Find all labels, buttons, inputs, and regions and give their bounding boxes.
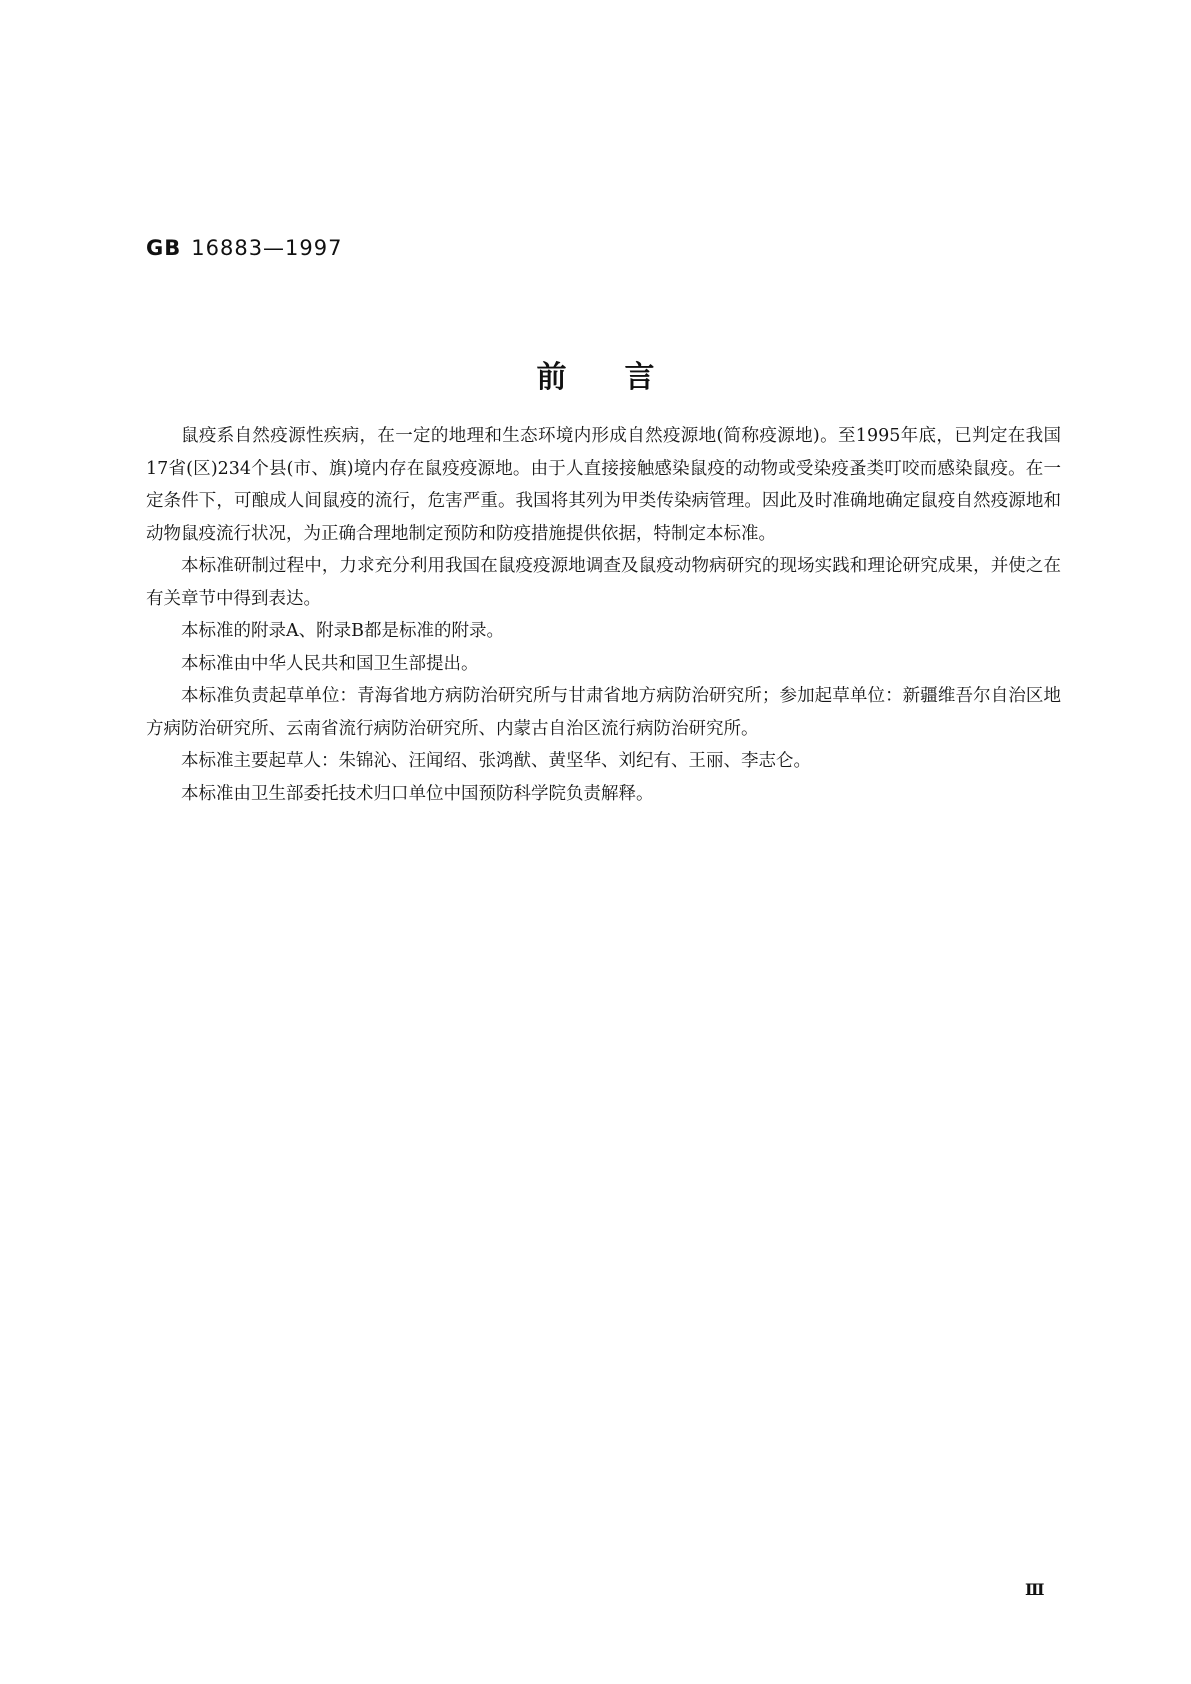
paragraph: 本标准由中华人民共和国卫生部提出。 — [181, 653, 479, 674]
foreword-body — [146, 420, 1061, 810]
paragraph: 本标准研制过程中，力求充分利用我国在鼠疫疫源地调查及鼠疫动物病研究的现场实践和理论研究成果，并使之在有关章节中得到表达。 — [146, 556, 1061, 609]
page-title: 前言 — [536, 360, 713, 395]
standard-code: 16883—1997 — [191, 236, 343, 260]
paragraph: 本标准主要起草人：朱锦沁、汪闻绍、张鸿猷、黄坚华、刘纪有、王丽、李志仑。 — [181, 751, 811, 771]
standard-number — [146, 236, 343, 260]
paragraph: 本标准负责起草单位：青海省地方病防治研究所与甘肃省地方病防治研究所；参加起草单位：新疆维吾尔自治区地方病防治研究所、云南省流行病防治研究所、内蒙古自治区流行病防治研究所。 — [146, 686, 1061, 739]
standard-prefix: GB — [146, 236, 182, 260]
paragraph: 本标准的附录A、附录B都是标准的附录。 — [181, 621, 504, 641]
paragraph: 鼠疫系自然疫源性疾病，在一定的地理和生态环境内形成自然疫源地(简称疫源地)。至1995年底，已判定在我国17省(区)234个县(市、旗)境内存在鼠疫疫源地。由于人直接接触感染鼠疫的动物或受染疫蚤类叮咬而感染鼠疫。在一定条件下，可酿成人间鼠疫的流行，危害严重。我国将其列为甲类传染病管理。因此及时准确地确定鼠疫自然疫源地和动物鼠疫流行状况，为正确合理地制定预防和防疫措施提供依据，特制定本标准。 — [146, 426, 1061, 544]
page-number: Ⅲ — [1025, 1580, 1045, 1599]
paragraph: 本标准由卫生部委托技术归口单位中国预防科学院负责解释。 — [181, 783, 654, 804]
